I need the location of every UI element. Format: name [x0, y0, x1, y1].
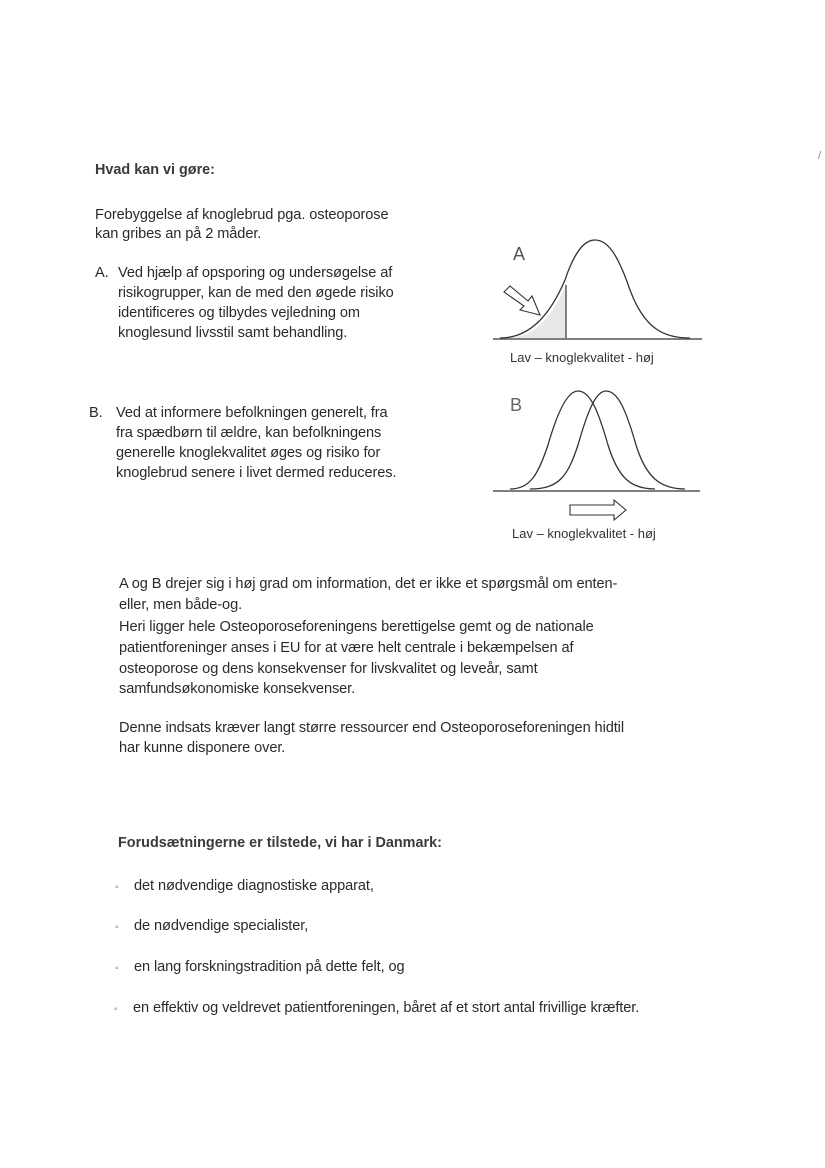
bullet-icon: ◦: [115, 963, 119, 974]
item-b-line-3: generelle knoglekvalitet øges og risiko for: [116, 445, 381, 461]
figure-a-shaded-tail: [508, 285, 566, 338]
figure-a-label: A: [513, 244, 526, 264]
paragraph-1-line-3: Heri ligger hele Osteoporoseforeningens berettigelse gemt og de nationale: [119, 619, 594, 635]
paragraph-1-line-1: A og B drejer sig i høj grad om information, det er ikke et spørgsmål om enten-: [119, 576, 618, 592]
paragraph-2-line-2: har kunne disponere over.: [119, 740, 286, 756]
figure-a-bell-curve: [490, 235, 705, 375]
paragraph-1-line-5: osteoporose og dens konsekvenser for livskvalitet og leveår, samt: [119, 661, 538, 677]
bullet-text: det nødvendige diagnostiske apparat,: [134, 878, 374, 894]
bullet-text: en effektiv og veldrevet patientforeningen, båret af et stort antal frivillige kræfter.: [133, 1000, 640, 1016]
bullet-text: en lang forskningstradition på dette felt, og: [134, 959, 405, 975]
figure-a-arrow-icon: [504, 286, 540, 315]
figure-b-caption: Lav – knoglekvalitet - høj: [512, 526, 656, 541]
figure-b-bell-curves: [490, 385, 705, 545]
paragraph-1-line-4: patientforeninger anses i EU for at være helt centrale i bekæmpelsen af: [119, 640, 574, 656]
bullet-item: [115, 916, 309, 936]
intro-line-1: Forebyggelse af knoglebrud pga. osteoporose: [95, 207, 389, 223]
item-a-line-2: risikogrupper, kan de med den øgede risiko: [118, 285, 394, 301]
figure-b-label: B: [510, 395, 523, 415]
item-b-line-2: fra spædbørn til ældre, kan befolkningens: [116, 425, 382, 441]
figure-b-curve-before: [510, 391, 655, 489]
bullet-icon: ◦: [114, 1004, 118, 1015]
intro-line-2: kan gribes an på 2 måder.: [95, 226, 262, 242]
bullet-icon: ◦: [115, 922, 119, 933]
figure-a-curve: [500, 240, 690, 338]
paragraph-1-line-6: samfundsøkonomiske konsekvenser.: [119, 681, 356, 697]
section-heading-what-can-we-do: Hvad kan vi gøre:: [95, 162, 215, 178]
item-a-line-4: knoglesund livsstil samt behandling.: [118, 325, 348, 341]
section-heading-prerequisites: Forudsætningerne er tilstede, vi har i Danmark:: [118, 835, 442, 851]
page-mark: /: [818, 150, 822, 162]
bullet-item: [114, 998, 640, 1018]
item-a-line-3: identificeres og tilbydes vejledning om: [118, 305, 360, 321]
bullet-item: [115, 876, 374, 896]
bullet-icon: ◦: [115, 882, 119, 893]
figure-b-curve-after: [530, 391, 685, 489]
item-a-marker: A.: [95, 265, 109, 281]
item-b-marker: B.: [89, 405, 103, 421]
item-a-line-1: Ved hjælp af opsporing og undersøgelse af: [118, 265, 393, 281]
bullet-item: [115, 957, 405, 977]
figure-a-caption: Lav – knoglekvalitet - høj: [510, 350, 654, 365]
bullet-text: de nødvendige specialister,: [134, 918, 309, 934]
item-b-line-4: knoglebrud senere i livet dermed reduceres.: [116, 465, 397, 481]
figure-b-arrow-icon: [570, 500, 626, 520]
paragraph-2-line-1: Denne indsats kræver langt større ressourcer end Osteoporoseforeningen hidtil: [119, 720, 624, 736]
item-b-line-1: Ved at informere befolkningen generelt, fra: [116, 405, 388, 421]
paragraph-1-line-2: eller, men både-og.: [119, 597, 243, 613]
